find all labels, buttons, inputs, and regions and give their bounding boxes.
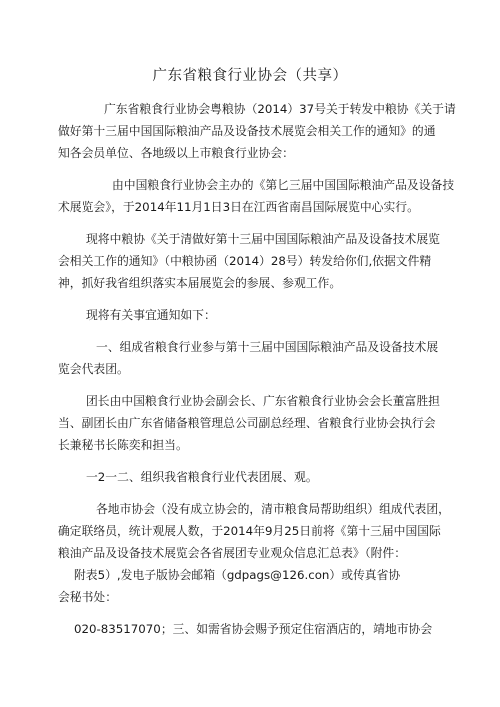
paragraph-line: 现将中粮协《关于清做好第十三届中国国际粮油产品及设备技术展览 [86, 232, 440, 246]
paragraph-line: 020-83517070；三、如需省协会赐予预定住宿酒店的，靖地市协会 [74, 622, 433, 636]
document-body [58, 98, 456, 640]
paragraph-line: 确定联络员，统计观展人数，于2014年9月25日前将《第十三届中国国际 [58, 524, 441, 538]
paragraph-line: 长兼秘书长陈奕和担当。 [58, 438, 188, 452]
paragraph-line: 览会代表团。 [58, 362, 129, 376]
paragraph-line: 广东省粮食行业协会粤粮协（2014）37号关于转发中粮协《关于请 [104, 102, 456, 116]
paragraph-line: 团长由中国粮食行业协会副会长、广东省粮食行业协会会长董富胜担 [86, 394, 440, 408]
paragraph-line: 各地市协会（没有成立协会的，清市粮食局帮助组织）组成代表团， [96, 502, 450, 516]
paragraph-line: 术展览会》，于2014年11月1日3日在江西省南昌国际展览中心实行。 [58, 200, 419, 214]
paragraph-line: 由中国粮食行业协会主办的《第匕三届中国国际粮油产品及设备技 [112, 178, 455, 192]
paragraph-line: 当、副团长由广东省储备粮管理总公司副总经理、省粮食行业协会执行会 [58, 416, 436, 430]
paragraph-line: 知各会员单位、各地级以上市粮食行业协会： [58, 146, 294, 160]
paragraph-line: 附表5）,发电子版协会邮箱（gdpags@126.con）或传真省协 [74, 568, 401, 582]
paragraph-line: 粮油产品及设备技术展览会各省展团专业观众信息汇总表》（附件： [58, 546, 407, 560]
paragraph-line: 会秘书处： [58, 590, 117, 604]
paragraph-line: 一、组成省粮食行业参与第十三届中国国际粮油产品及设备技术展 [96, 340, 439, 354]
paragraph-line: 会相关工作的通知》（中粮协函（2014）28号）转发给你们,依据文件精 [58, 254, 432, 268]
paragraph-line: 一2一二、组织我省粮食行业代表团展、观。 [86, 470, 318, 484]
paragraph-line: 现将有关事宜通知如下： [86, 308, 216, 322]
document-title: 广东省粮食行业协会（共享） [152, 68, 348, 84]
paragraph-line: 做好第十三届中国国际粮油产品及设备技术展览会相关工作的通知》的通 [58, 124, 436, 138]
paragraph-line: 神，抓好我省组织落实本届展览会的参展、参观工作。 [58, 276, 342, 290]
